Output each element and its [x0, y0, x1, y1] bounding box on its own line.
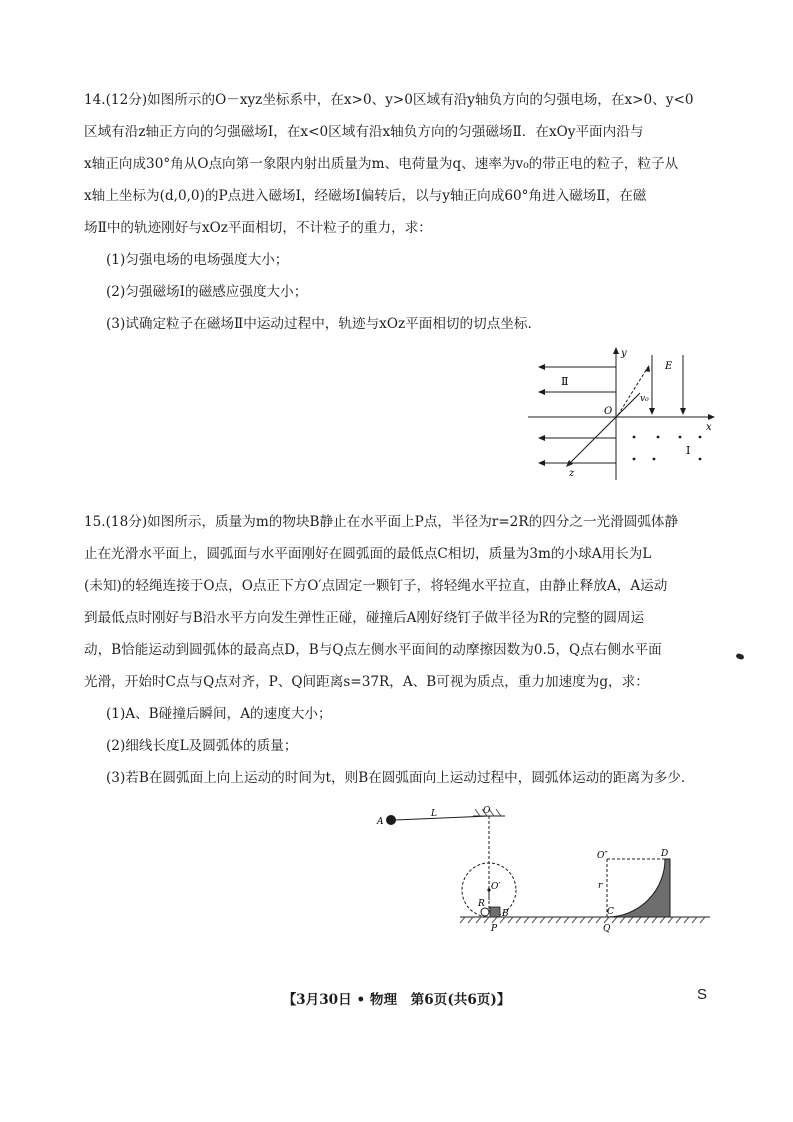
- label-b: B: [502, 909, 509, 919]
- label-p: P: [491, 924, 498, 934]
- q15-figure: [375, 806, 710, 936]
- q14-line: 区域有沿z轴正方向的匀强磁场Ⅰ，在x<0区域有沿x轴负方向的匀强磁场Ⅱ．在xOy平面内沿与: [84, 124, 644, 140]
- label-e-field: E: [665, 361, 673, 372]
- corner-mark: S: [697, 986, 708, 1003]
- scan-speck: [735, 653, 744, 660]
- field-i-dots: [633, 436, 702, 461]
- q15-line: (未知)的轻绳连接于O点，O点正下方O′点固定一颗钉子，将轻绳水平拉直，由静止释放A，A运动: [84, 578, 668, 594]
- label-z: z: [569, 468, 575, 479]
- question-14: [84, 84, 724, 340]
- z-axis: [568, 393, 640, 465]
- q14-line: x轴正向成30°角从O点向第一象限内射出质量为m、电荷量为q、速率为v₀的带正电的粒子，粒子从: [84, 156, 679, 172]
- q15-line: 光滑，开始时C点与Q点对齐，P、Q间距离s=37R，A、B可视为质点，重力加速度为g，求：: [84, 674, 649, 690]
- q14-line: 14.(12分)如图所示的O－xyz坐标系中，在x>0、y>0区域有沿y轴负方向的匀强电场，在x>0、y<0: [84, 92, 694, 108]
- q14-sub-1: (1)匀强电场的电场强度大小；: [106, 252, 289, 268]
- label-o: O: [483, 806, 491, 816]
- q15-line: 止在光滑水平面上，圆弧面与水平面刚好在圆弧面的最低点C相切，质量为3m的小球A用长为L: [84, 546, 652, 562]
- label-o-double-prime: O″: [597, 851, 608, 861]
- q14-sub-2: (2)匀强磁场Ⅰ的磁感应强度大小；: [106, 284, 308, 300]
- ball-a: [386, 815, 396, 825]
- label-v0: v₀: [640, 394, 649, 404]
- label-field-2: Ⅱ: [561, 375, 569, 388]
- q15-sub-1: (1)A、B碰撞后瞬间，A的速度大小；: [106, 706, 332, 722]
- question-15: [84, 506, 724, 794]
- arc-body: [607, 859, 670, 917]
- page-footer: 【3月30日 • 物理 第6页(共6页)】: [282, 992, 511, 1008]
- label-a: A: [377, 817, 384, 827]
- label-l: L: [431, 809, 437, 819]
- label-r: r: [598, 881, 603, 891]
- label-r-small: R: [478, 899, 485, 909]
- q15-sub-2: (2)细线长度L及圆弧体的质量；: [106, 738, 298, 754]
- q14-line: x轴上坐标为(d,0,0)的P点进入磁场Ⅰ，经磁场Ⅰ偏转后，以与y轴正向成60°角进入磁场Ⅱ，在磁: [84, 188, 647, 204]
- q15-line: 15.(18分)如图所示，质量为m的物块B静止在水平面上P点，半径为r=2R的四分之一光滑圆弧体静: [84, 514, 679, 530]
- label-q: Q: [603, 924, 611, 934]
- q15-line: 到最低点时刚好与B沿水平方向发生弹性正碰，碰撞后A刚好绕钉子做半径为R的完整的圆周运: [84, 610, 645, 626]
- label-c: C: [607, 907, 614, 917]
- label-d: D: [661, 849, 669, 859]
- label-field-1: Ⅰ: [686, 444, 691, 457]
- q14-figure: [528, 345, 718, 480]
- q14-sub-3: (3)试确定粒子在磁场Ⅱ中运动过程中，轨迹与xOz平面相切的切点坐标.: [106, 316, 532, 332]
- q15-line: 动，B恰能运动到圆弧体的最高点D，B与Q点左侧水平面间的动摩擦因数为0.5，Q点右侧水平面: [84, 642, 662, 658]
- label-o-prime: O′: [491, 882, 501, 892]
- block-b: [490, 907, 500, 917]
- label-y: y: [621, 348, 627, 359]
- label-x: x: [706, 422, 712, 433]
- label-origin: O: [604, 406, 613, 417]
- q14-line: 场Ⅱ中的轨迹刚好与xOz平面相切，不计粒子的重力，求：: [84, 220, 432, 236]
- q15-sub-3: (3)若B在圆弧面上向上运动的时间为t，则B在圆弧面向上运动过程中，圆弧体运动的距离为多少.: [106, 770, 686, 786]
- ball-a-bottom: [481, 908, 489, 916]
